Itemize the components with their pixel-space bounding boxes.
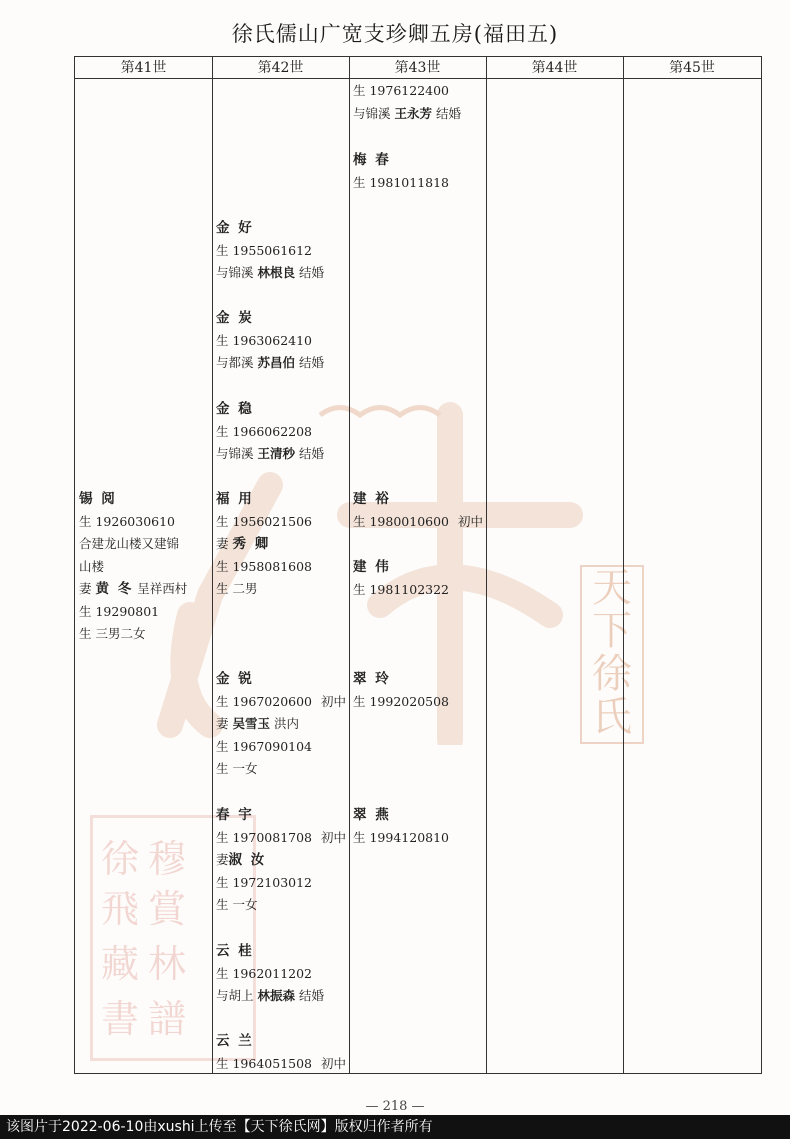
person-entry-gen42 xyxy=(216,488,348,601)
birth-date: 生 1994120810 xyxy=(353,829,450,845)
person-entry-gen43 xyxy=(353,556,485,601)
birth-date: 生 1981011818 xyxy=(353,174,450,190)
person-name: 云 桂 xyxy=(216,943,254,959)
birth-date: 生 1970081708 xyxy=(216,829,313,845)
birth-date: 生 1963062410 xyxy=(216,332,313,348)
wife-name: 黄 冬 xyxy=(95,581,134,597)
person-name: 翠 玲 xyxy=(353,671,391,687)
person-name: 金 好 xyxy=(216,220,254,236)
education-note: 初中 xyxy=(320,1055,346,1071)
person-entry-gen43 xyxy=(353,488,485,533)
person-name: 金 稳 xyxy=(216,401,254,417)
children-count: 生 一女 xyxy=(216,897,258,912)
person-name: 福 用 xyxy=(216,491,254,507)
spouse-line: 妻 秀 卿 xyxy=(216,536,271,552)
person-entry-gen42 xyxy=(216,668,348,781)
person-entry-gen43 xyxy=(353,149,485,194)
column-divider xyxy=(349,57,350,1073)
birth-date: 生 1980010600 xyxy=(353,513,450,529)
person-entry-gen43 xyxy=(353,668,485,713)
children-count: 生 二男 xyxy=(216,581,258,596)
spouse-birth-date: 生 1967090104 xyxy=(216,738,313,754)
education-note: 初中 xyxy=(457,513,483,529)
column-header-42: 第42世 xyxy=(212,57,349,79)
birth-date: 生 1966062208 xyxy=(216,423,313,439)
person-entry-gen42 xyxy=(216,804,348,917)
wife-origin: 呈祥西村 xyxy=(137,581,188,596)
upload-info-bar: 该图片于2022-06-10由xushi上传至【天下徐氏网】版权归作者所有 xyxy=(0,1115,790,1139)
person-entry-gen42 xyxy=(216,307,348,375)
marriage-note: 与锦溪 王清秒 结婚 xyxy=(216,446,325,461)
column-header-41: 第41世 xyxy=(75,57,212,79)
marriage-note: 与都溪 苏昌伯 结婚 xyxy=(216,355,325,370)
person-entry-gen43 xyxy=(353,804,485,849)
children-count: 生 三男二女 xyxy=(79,626,146,641)
birth-date: 生 1955061612 xyxy=(216,242,313,258)
person-name: 翠 燕 xyxy=(353,807,391,823)
person-entry-gen43 xyxy=(353,80,485,125)
birth-date: 生 1956021506 xyxy=(216,513,313,529)
person-name: 梅 春 xyxy=(353,152,391,168)
birth-date: 生 1962011202 xyxy=(216,965,313,981)
column-header-45: 第45世 xyxy=(623,57,761,79)
person-entry-gen42 xyxy=(216,940,348,1008)
education-note: 初中 xyxy=(320,829,346,845)
biography-note: 山楼 xyxy=(79,558,105,574)
person-name: 金 锐 xyxy=(216,671,254,687)
spouse-birth-date: 生 1958081608 xyxy=(216,558,313,574)
person-entry-gen41 xyxy=(79,488,187,646)
person-name: 金 炭 xyxy=(216,310,254,326)
column-header-43: 第43世 xyxy=(349,57,486,79)
wife-birth-date: 生 19290801 xyxy=(79,603,160,619)
marriage-note: 与锦溪 王永芳 结婚 xyxy=(353,105,462,121)
person-name: 建 裕 xyxy=(353,491,391,507)
birth-date: 生 1964051508 xyxy=(216,1055,313,1071)
person-entry-gen42 xyxy=(216,1030,348,1075)
person-name: 建 伟 xyxy=(353,559,391,575)
birth-date: 生 1992020508 xyxy=(353,693,450,709)
column-divider xyxy=(486,57,487,1073)
page-title: 徐氏儒山广宽支珍卿五房(福田五) xyxy=(231,22,559,46)
biography-note: 合建龙山楼又建锦 xyxy=(79,536,180,551)
birth-date: 生 1981102322 xyxy=(353,581,450,597)
person-name: 春 宇 xyxy=(216,807,254,823)
education-note: 初中 xyxy=(320,693,346,709)
collector-seal: 徐 穆 飛 賞 藏 林 書 譜 xyxy=(90,815,256,1061)
person-entry-gen42 xyxy=(216,398,348,466)
column-header-44: 第44世 xyxy=(486,57,623,79)
person-name: 锡 阅 xyxy=(79,491,117,507)
children-count: 生 一女 xyxy=(216,761,258,776)
person-entry-gen42 xyxy=(216,217,348,285)
birth-date: 生 1926030610 xyxy=(79,513,176,529)
wife-label: 妻 xyxy=(79,581,92,596)
person-name: 云 兰 xyxy=(216,1033,254,1049)
marriage-note: 与胡上 林振森 结婚 xyxy=(216,988,325,1003)
birth-date: 生 1967020600 xyxy=(216,693,313,709)
marriage-note: 与锦溪 林根良 结婚 xyxy=(216,265,325,280)
column-divider xyxy=(623,57,624,1073)
genealogy-table xyxy=(74,56,762,1074)
column-divider xyxy=(212,57,213,1073)
spouse-line: 妻 吴雪玉 洪内 xyxy=(216,716,300,731)
birth-date: 生 1976122400 xyxy=(353,83,450,98)
page-number: — 218 — xyxy=(365,1099,425,1114)
spouse-line: 妻淑 汝 xyxy=(216,852,267,868)
spouse-birth-date: 生 1972103012 xyxy=(216,874,313,890)
watermark-vertical-text: 天 下 徐 氏 xyxy=(580,565,644,744)
